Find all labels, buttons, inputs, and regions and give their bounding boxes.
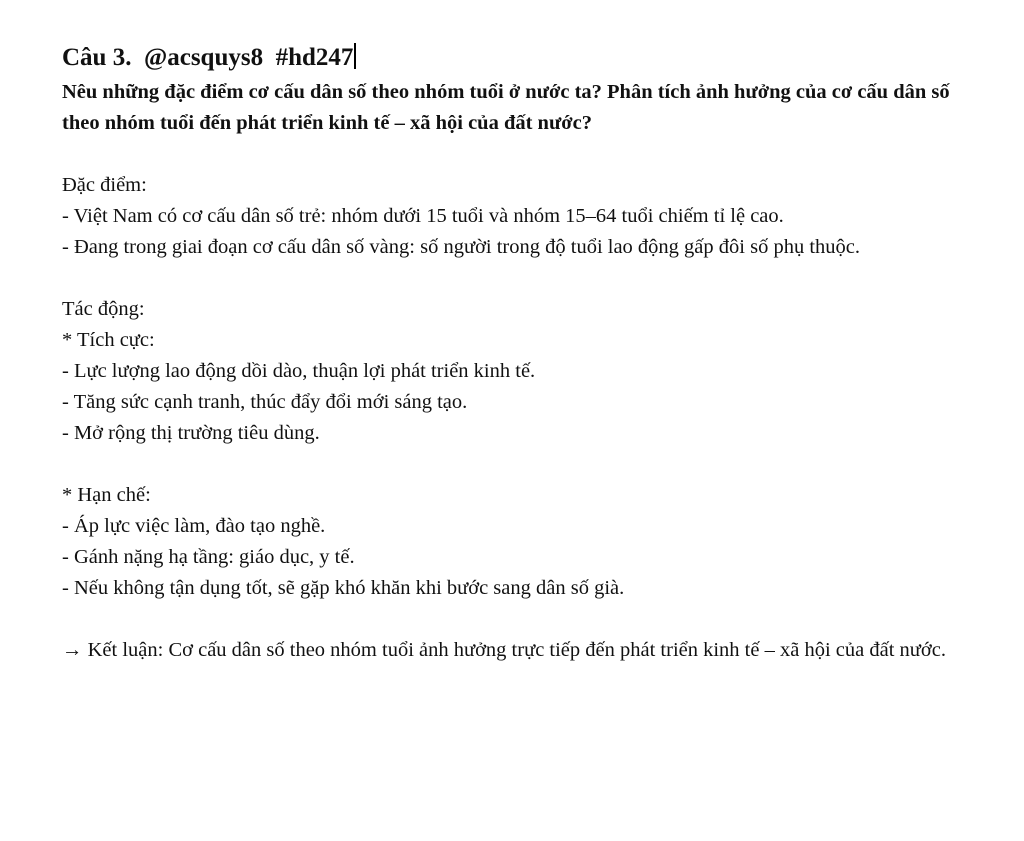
text-cursor [354,43,356,69]
hashtag: #hd247 [275,44,354,71]
negative-item: - Nếu không tận dụng tốt, sẽ gặp khó khăn khi bước sang dân số già. [62,577,625,599]
document-body[interactable] [62,40,962,666]
positive-item: - Lực lượng lao động dồi dào, thuận lợi phát triển kinh tế. [62,360,536,382]
question-number: Câu 3. [62,44,132,71]
feature-item: - Việt Nam có cơ cấu dân số trẻ: nhóm dưới 15 tuổi và nhóm 15–64 tuổi chiếm tỉ lệ cao. [62,205,784,227]
user-mention: @acsquys8 [143,44,264,71]
positive-item: - Tăng sức cạnh tranh, thúc đẩy đổi mới sáng tạo. [62,391,468,413]
negative-item: - Gánh nặng hạ tầng: giáo dục, y tế. [62,546,355,568]
positive-title: * Tích cực: [62,329,155,351]
question-heading [62,40,962,76]
features-title: Đặc điểm: [62,174,147,196]
blank-line [62,263,962,294]
blank-line [62,604,962,635]
blank-line [62,139,962,170]
impact-title: Tác động: [62,298,145,320]
positive-item: - Mở rộng thị trường tiêu dùng. [62,422,320,444]
blank-line [62,449,962,480]
negative-title: * Hạn chế: [62,484,151,506]
negative-item: - Áp lực việc làm, đào tạo nghề. [62,515,326,537]
feature-item: - Đang trong giai đoạn cơ cấu dân số vàng: số người trong độ tuổi lao động gấp đôi số phụ thuộc. [62,236,860,258]
question-text: Nêu những đặc điểm cơ cấu dân số theo nhóm tuổi ở nước ta? Phân tích ảnh hưởng của cơ cấu dân số theo nhóm tuổi đến phát triển kinh tế – xã hội của đất nước? [62,81,950,134]
conclusion-text: → Kết luận: Cơ cấu dân số theo nhóm tuổi ảnh hưởng trực tiếp đến phát triển kinh tế – xã hội của đất nước. [62,639,946,661]
